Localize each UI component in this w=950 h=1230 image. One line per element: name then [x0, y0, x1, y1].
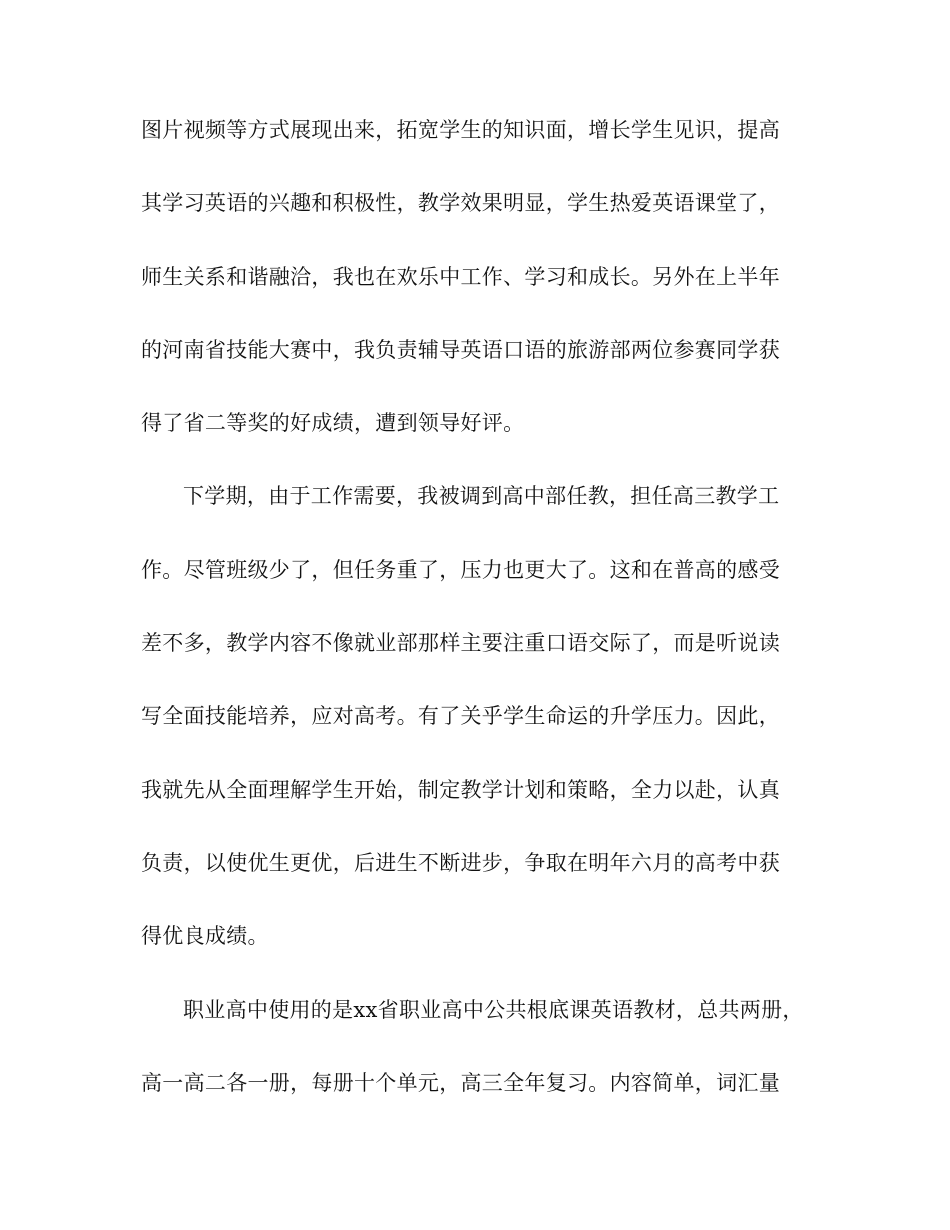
- text-line: 高一高二各一册，每册十个单元，高三全年复习。内容简单，词汇量: [141, 1070, 780, 1095]
- text-line: 写全面技能培养，应对高考。有了关乎学生命运的升学压力。因此，: [141, 704, 780, 729]
- text-line: 作。尽管班级少了，但任务重了，压力也更大了。这和在普高的感受: [141, 557, 780, 582]
- paragraph-start-line: 下学期，由于工作需要，我被调到高中部任教，担任高三教学工: [183, 484, 780, 509]
- text-line: 我就先从全面理解学生开始，制定教学计划和策略，全力以赴，认真: [141, 777, 780, 802]
- text-line: 图片视频等方式展现出来，拓宽学生的知识面，增长学生见识，提高: [141, 118, 780, 142]
- text-line: 负责，以使优生更优，后进生不断进步，争取在明年六月的高考中获: [141, 850, 780, 875]
- paragraph-start-line: 职业高中使用的是xx省职业高中公共根底课英语教材，总共两册，: [183, 997, 804, 1022]
- text-line: 得了省二等奖的好成绩，遭到领导好评。: [141, 411, 525, 436]
- text-line: 的河南省技能大赛中，我负责辅导英语口语的旅游部两位参赛同学获: [141, 337, 780, 362]
- text-line: 其学习英语的兴趣和积极性，教学效果明显，学生热爱英语课堂了，: [141, 191, 780, 216]
- text-line: 师生关系和谐融洽，我也在欢乐中工作、学习和成长。另外在上半年: [141, 264, 780, 289]
- text-line: 差不多，教学内容不像就业部那样主要注重口语交际了，而是听说读: [141, 631, 780, 656]
- text-line: 得优良成绩。: [141, 924, 269, 949]
- body-text: [141, 118, 821, 1144]
